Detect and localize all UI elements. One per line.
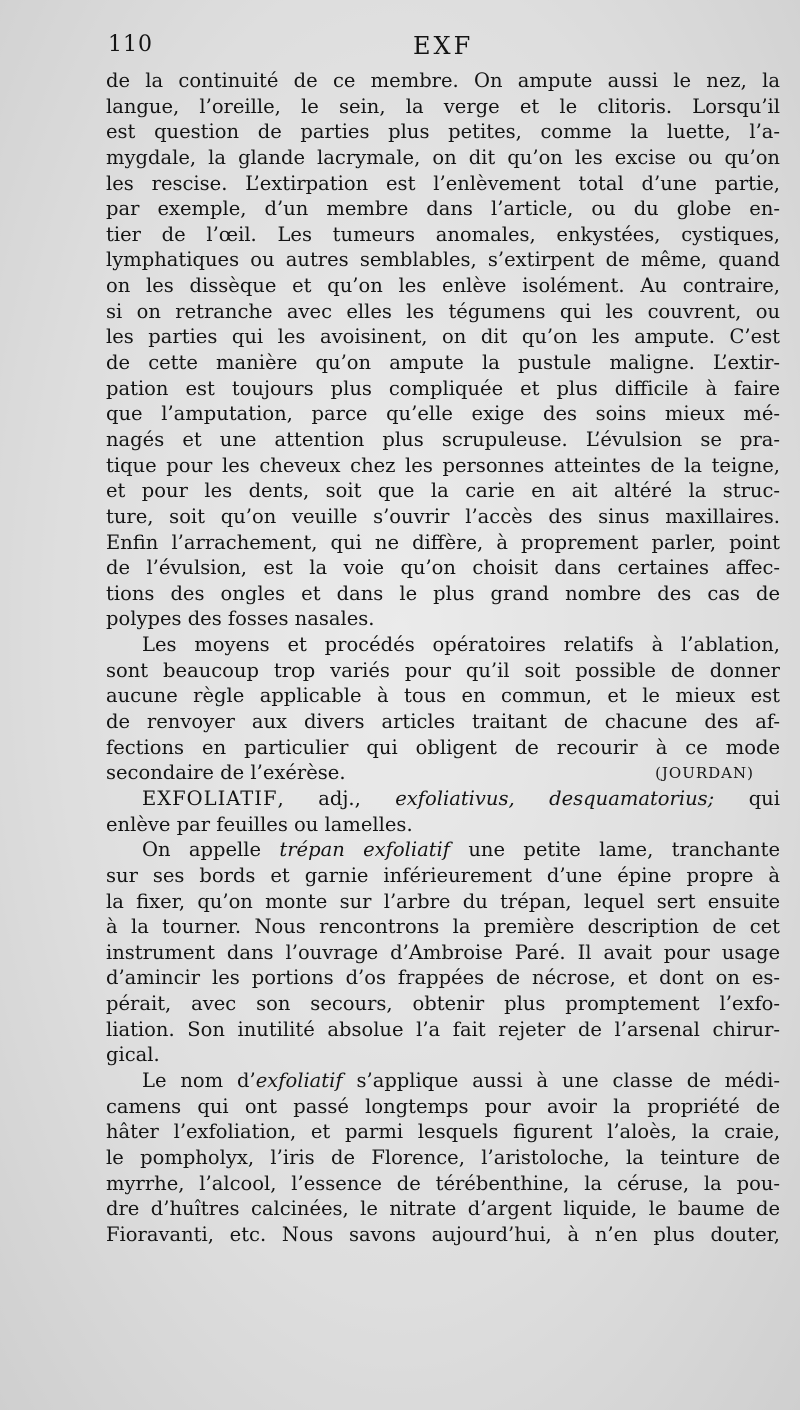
entry-headword: EXFOLIATIF	[142, 786, 278, 810]
text-line: tier de l’œil. Les tumeurs anomales, enkystées, cystiques,	[106, 222, 780, 246]
text-line: à la tourner. Nous rencontrons la première description de cet	[106, 915, 780, 939]
running-head: EXF	[413, 32, 474, 60]
page-header	[108, 32, 778, 66]
text-line: Enfin l’arrachement, qui ne diffère, à proprement parler, point	[106, 530, 780, 554]
text-line: mygdale, la glande lacrymale, on dit qu’on les excise ou qu’on	[106, 145, 780, 169]
text-line-fragment: secondaire de l’exérèse.	[106, 761, 346, 785]
text-line: les parties qui les avoisinent, on dit qu’on les ampute. C’est	[106, 325, 780, 349]
text-line: liation. Son inutilité absolue l’a fait rejeter de l’arsenal chirur-	[106, 1017, 780, 1041]
text-line-italic: trépan exfoliatif	[279, 838, 450, 862]
text-line: Fioravanti, etc. Nous savons aujourd’hui, à n’en plus douter,	[106, 1222, 780, 1246]
text-line-fragment: s’applique aussi à une classe de médi-	[342, 1068, 780, 1092]
text-line: tique pour les cheveux chez les personnes atteintes de la teigne,	[106, 453, 780, 477]
text-line: pérait, avec son secours, obtenir plus promptement l’exfo-	[106, 992, 780, 1016]
text-line: on les dissèque et qu’on les enlève isolément. Au contraire,	[106, 274, 780, 298]
text-line: langue, l’oreille, le sein, la verge et le clitoris. Lorsqu’il	[106, 94, 780, 118]
text-line: les rescise. L’extirpation est l’enlèvement total d’une partie,	[106, 171, 780, 195]
entry-line	[106, 786, 780, 812]
text-line-fragment: une petite lame, tranchante	[450, 838, 780, 862]
text-line	[106, 760, 780, 786]
entry-part: qui	[714, 786, 780, 810]
text-line-italic: exfoliatif	[255, 1068, 343, 1092]
text-line: tions des ongles et dans le plus grand nombre des cas de	[106, 581, 780, 605]
entry-part: , adj.,	[277, 786, 396, 810]
text-line-fragment: On appelle	[142, 838, 280, 862]
text-line: lymphatiques ou autres semblables, s’extirpent de même, quand	[106, 248, 780, 272]
text-line: gical.	[106, 1043, 160, 1067]
text-line: est question de parties plus petites, comme la luette, l’a-	[106, 120, 780, 144]
text-line: ture, soit qu’on veuille s’ouvrir l’accès des sinus maxillaires.	[106, 504, 780, 528]
text-line: aucune règle applicable à tous en commun, et le mieux est	[106, 684, 780, 708]
text-line: myrrhe, l’alcool, l’essence de térébenthine, la céruse, la pou-	[106, 1171, 780, 1195]
text-line: que l’amputation, parce qu’elle exige des soins mieux mé-	[106, 402, 780, 426]
text-line: dre d’huîtres calcinées, le nitrate d’argent liquide, le baume de	[106, 1197, 780, 1221]
text-line: instrument dans l’ouvrage d’Ambroise Paré. Il avait pour usage	[106, 940, 780, 964]
text-line: le pompholyx, l’iris de Florence, l’aristoloche, la teinture de	[106, 1145, 780, 1169]
text-line: enlève par feuilles ou lamelles.	[106, 812, 413, 836]
text-line: de renvoyer aux divers articles traitant de chacune des af-	[106, 710, 780, 734]
text-line	[106, 837, 780, 863]
text-line: d’amincir les portions d’os frappées de nécrose, et dont on es-	[106, 966, 780, 990]
text-line: de l’évulsion, est la voie qu’on choisit dans certaines affec-	[106, 556, 780, 580]
text-line: si on retranche avec elles les tégumens qui les couvrent, ou	[106, 299, 780, 323]
text-line: sont beaucoup trop variés pour qu’il soit possible de donner	[106, 658, 780, 682]
author-signature: (JOURDAN)	[655, 764, 754, 783]
entry-latin: exfoliativus, desquamatorius;	[395, 786, 715, 810]
text-line: de cette manière qu’on ampute la pustule maligne. L’extir-	[106, 351, 780, 375]
body-text	[106, 68, 780, 1247]
text-line-fragment: Le nom d’	[142, 1068, 256, 1092]
text-line: fections en particulier qui obligent de recourir à ce mode	[106, 735, 780, 759]
text-line: sur ses bords et garnie inférieurement d’une épine propre à	[106, 863, 780, 887]
text-line	[106, 1068, 780, 1094]
text-line: nagés et une attention plus scrupuleuse. L’évulsion se pra-	[106, 427, 780, 451]
text-line: camens qui ont passé longtemps pour avoir la propriété de	[106, 1094, 780, 1118]
text-line: de la continuité de ce membre. On ampute aussi le nez, la	[106, 69, 780, 92]
page-number: 110	[108, 32, 153, 57]
text-line: par exemple, d’un membre dans l’article, ou du globe en-	[106, 197, 780, 221]
text-line: Les moyens et procédés opératoires relatifs à l’ablation,	[142, 633, 780, 657]
text-line: la fixer, qu’on monte sur l’arbre du trépan, lequel sert ensuite	[106, 889, 780, 913]
text-line: et pour les dents, soit que la carie en ait altéré la struc-	[106, 479, 780, 503]
text-line: polypes des fosses nasales.	[106, 607, 375, 631]
text-line: hâter l’exfoliation, et parmi lesquels figurent l’aloès, la craie,	[106, 1120, 780, 1144]
text-line: pation est toujours plus compliquée et plus difficile à faire	[106, 376, 780, 400]
